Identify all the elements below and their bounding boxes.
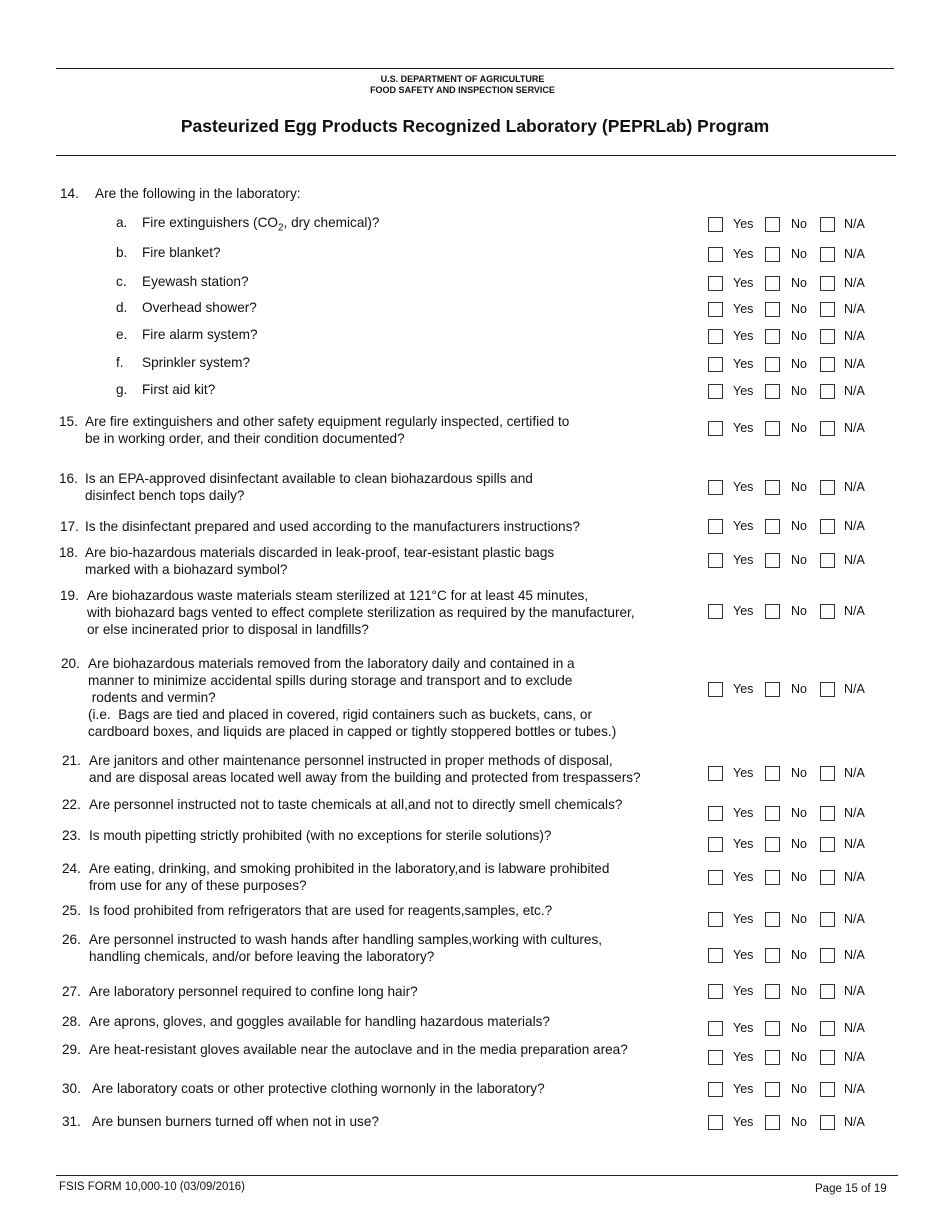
question-18-no-checkbox[interactable] [765, 553, 780, 568]
question-20-text-line: cardboard boxes, and liquids are placed in capped or tightly stoppered bottles or tubes.) [88, 724, 617, 739]
question-19-text-line: or else incinerated prior to disposal in landfills? [87, 622, 369, 637]
question-19-no-checkbox[interactable] [765, 604, 780, 619]
question-26-number: 26. [62, 932, 81, 947]
question-22-yes-label: Yes [733, 806, 754, 820]
question-25-no-label: No [791, 912, 807, 926]
question-19-na-label: N/A [844, 604, 865, 618]
question-21-yes-label: Yes [733, 766, 754, 780]
question-21-na-checkbox[interactable] [820, 766, 835, 781]
question-29-text-line: Are heat-resistant gloves available near the autoclave and in the media preparation area? [89, 1042, 628, 1057]
question-14d-yes-checkbox[interactable] [708, 302, 723, 317]
agency-name-line1: U.S. DEPARTMENT OF AGRICULTURE [380, 74, 545, 84]
question-22-no-checkbox[interactable] [765, 806, 780, 821]
subscript: 2 [277, 222, 284, 234]
question-14-item-letter: b. [116, 245, 128, 260]
question-24-na-checkbox[interactable] [820, 870, 835, 885]
question-29-na-checkbox[interactable] [820, 1050, 835, 1065]
question-14b-yes-checkbox[interactable] [708, 247, 723, 262]
question-16-na-label: N/A [844, 480, 865, 494]
question-25-no-checkbox[interactable] [765, 912, 780, 927]
question-30-na-label: N/A [844, 1082, 865, 1096]
question-19-number: 19. [60, 588, 79, 603]
question-14d-no-label: No [791, 302, 807, 316]
question-27-number: 27. [62, 984, 81, 999]
question-15-yes-label: Yes [733, 421, 754, 435]
question-14-item-text: Sprinkler system? [142, 355, 251, 370]
question-28-na-checkbox[interactable] [820, 1021, 835, 1036]
question-24-text-line: from use for any of these purposes? [89, 878, 307, 893]
footer-rule [56, 1175, 898, 1176]
question-24-number: 24. [62, 861, 81, 876]
question-29-no-checkbox[interactable] [765, 1050, 780, 1065]
question-21-text-line: Are janitors and other maintenance personnel instructed in proper methods of disposal, [89, 753, 613, 768]
question-27-na-label: N/A [844, 984, 865, 998]
question-26-text-line: Are personnel instructed to wash hands after handling samples,working with cultures, [89, 932, 603, 947]
question-28-na-label: N/A [844, 1021, 865, 1035]
question-31-no-label: No [791, 1115, 807, 1129]
question-27-no-checkbox[interactable] [765, 984, 780, 999]
question-28-yes-checkbox[interactable] [708, 1021, 723, 1036]
question-15-text-line: Are fire extinguishers and other safety equipment regularly inspected, certified to [85, 414, 570, 429]
question-17-yes-label: Yes [733, 519, 754, 533]
question-18-text-line: marked with a biohazard symbol? [85, 562, 288, 577]
question-14a-yes-label: Yes [733, 217, 754, 231]
question-15-na-checkbox[interactable] [820, 421, 835, 436]
question-14g-no-label: No [791, 384, 807, 398]
question-14a-yes-checkbox[interactable] [708, 217, 723, 232]
question-24-no-checkbox[interactable] [765, 870, 780, 885]
question-14-number: 14. [60, 186, 79, 201]
question-22-no-label: No [791, 806, 807, 820]
question-27-no-label: No [791, 984, 807, 998]
question-31-na-checkbox[interactable] [820, 1115, 835, 1130]
question-14a-na-label: N/A [844, 217, 865, 231]
question-20-text-line: (i.e. Bags are tied and placed in covered, rigid containers such as buckets, cans, or [88, 707, 592, 722]
question-14a-na-checkbox[interactable] [820, 217, 835, 232]
question-28-no-checkbox[interactable] [765, 1021, 780, 1036]
question-25-yes-label: Yes [733, 912, 754, 926]
question-19-na-checkbox[interactable] [820, 604, 835, 619]
question-14-item-letter: g. [116, 382, 128, 397]
question-14b-no-checkbox[interactable] [765, 247, 780, 262]
top-rule [56, 68, 894, 69]
question-24-no-label: No [791, 870, 807, 884]
question-22-number: 22. [62, 797, 81, 812]
question-14c-no-checkbox[interactable] [765, 276, 780, 291]
question-24-yes-checkbox[interactable] [708, 870, 723, 885]
question-14g-yes-label: Yes [733, 384, 754, 398]
question-31-yes-checkbox[interactable] [708, 1115, 723, 1130]
question-19-text-line: with biohazard bags vented to effect complete sterilization as required by the manufacturer, [87, 605, 635, 620]
question-14b-na-checkbox[interactable] [820, 247, 835, 262]
question-14d-na-label: N/A [844, 302, 865, 316]
question-14g-yes-checkbox[interactable] [708, 384, 723, 399]
question-14-item-text: Fire blanket? [142, 245, 221, 260]
question-19-text-line: Are biohazardous waste materials steam sterilized at 121°C for at least 45 minutes, [87, 588, 589, 603]
question-14a-no-label: No [791, 217, 807, 231]
question-14g-no-checkbox[interactable] [765, 384, 780, 399]
question-16-na-checkbox[interactable] [820, 480, 835, 495]
question-26-no-label: No [791, 948, 807, 962]
question-14g-na-checkbox[interactable] [820, 384, 835, 399]
question-26-text-line: handling chemicals, and/or before leaving the laboratory? [89, 949, 435, 964]
question-14f-no-checkbox[interactable] [765, 357, 780, 372]
question-21-number: 21. [62, 753, 81, 768]
question-30-yes-label: Yes [733, 1082, 754, 1096]
question-23-yes-label: Yes [733, 837, 754, 851]
question-14c-yes-checkbox[interactable] [708, 276, 723, 291]
question-22-na-checkbox[interactable] [820, 806, 835, 821]
question-27-text-line: Are laboratory personnel required to confine long hair? [89, 984, 418, 999]
question-14f-yes-label: Yes [733, 357, 754, 371]
item-text-part: Fire extinguishers (CO [142, 215, 278, 230]
question-28-no-label: No [791, 1021, 807, 1035]
question-15-text-line: be in working order, and their condition documented? [85, 431, 405, 446]
question-29-no-label: No [791, 1050, 807, 1064]
question-14b-yes-label: Yes [733, 247, 754, 261]
question-27-yes-label: Yes [733, 984, 754, 998]
question-14f-na-label: N/A [844, 357, 865, 371]
question-22-na-label: N/A [844, 806, 865, 820]
question-15-yes-checkbox[interactable] [708, 421, 723, 436]
question-20-no-checkbox[interactable] [765, 682, 780, 697]
question-23-no-label: No [791, 837, 807, 851]
question-31-no-checkbox[interactable] [765, 1115, 780, 1130]
question-26-na-checkbox[interactable] [820, 948, 835, 963]
question-20-na-checkbox[interactable] [820, 682, 835, 697]
page-title: Pasteurized Egg Products Recognized Laboratory (PEPRLab) Program [180, 116, 770, 136]
question-17-yes-checkbox[interactable] [708, 519, 723, 534]
question-16-text-line: Is an EPA-approved disinfectant available to clean biohazardous spills and [85, 471, 533, 486]
question-29-yes-label: Yes [733, 1050, 754, 1064]
question-15-number: 15. [59, 414, 78, 429]
question-17-number: 17. [60, 519, 79, 534]
question-14e-na-checkbox[interactable] [820, 329, 835, 344]
question-17-na-label: N/A [844, 519, 865, 533]
question-14d-na-checkbox[interactable] [820, 302, 835, 317]
question-28-number: 28. [62, 1014, 81, 1029]
question-18-text-line: Are bio-hazardous materials discarded in leak-proof, tear-esistant plastic bags [85, 545, 555, 560]
question-14-item-letter: c. [116, 274, 127, 289]
question-14c-yes-label: Yes [733, 276, 754, 290]
question-16-no-checkbox[interactable] [765, 480, 780, 495]
question-27-yes-checkbox[interactable] [708, 984, 723, 999]
question-22-yes-checkbox[interactable] [708, 806, 723, 821]
question-20-text-line: rodents and vermin? [88, 690, 216, 705]
question-26-yes-label: Yes [733, 948, 754, 962]
question-28-yes-label: Yes [733, 1021, 754, 1035]
question-23-na-label: N/A [844, 837, 865, 851]
question-31-yes-label: Yes [733, 1115, 754, 1129]
question-14f-na-checkbox[interactable] [820, 357, 835, 372]
question-21-no-checkbox[interactable] [765, 766, 780, 781]
question-26-na-label: N/A [844, 948, 865, 962]
question-22-text-line: Are personnel instructed not to taste chemicals at all,and not to directly smell chemicals? [89, 797, 623, 812]
question-21-text-line: and are disposal areas located well away from the building and protected from trespassers? [89, 770, 641, 785]
question-31-na-label: N/A [844, 1115, 865, 1129]
question-30-na-checkbox[interactable] [820, 1082, 835, 1097]
question-18-no-label: No [791, 553, 807, 567]
question-30-no-label: No [791, 1082, 807, 1096]
question-14c-no-label: No [791, 276, 807, 290]
question-23-number: 23. [62, 828, 81, 843]
question-30-text-line: Are laboratory coats or other protective clothing wornonly in the laboratory? [89, 1081, 545, 1096]
question-16-number: 16. [59, 471, 78, 486]
question-14-item-letter: e. [116, 327, 128, 342]
question-18-yes-label: Yes [733, 553, 754, 567]
question-20-number: 20. [61, 656, 80, 671]
question-14f-no-label: No [791, 357, 807, 371]
question-24-yes-label: Yes [733, 870, 754, 884]
question-24-text-line: Are eating, drinking, and smoking prohibited in the laboratory,and is labware prohibited [89, 861, 610, 876]
question-26-no-checkbox[interactable] [765, 948, 780, 963]
question-16-yes-label: Yes [733, 480, 754, 494]
question-16-text-line: disinfect bench tops daily? [85, 488, 245, 503]
question-30-no-checkbox[interactable] [765, 1082, 780, 1097]
question-29-yes-checkbox[interactable] [708, 1050, 723, 1065]
question-26-yes-checkbox[interactable] [708, 948, 723, 963]
question-30-number: 30. [62, 1081, 81, 1096]
question-23-no-checkbox[interactable] [765, 837, 780, 852]
question-30-yes-checkbox[interactable] [708, 1082, 723, 1097]
question-18-yes-checkbox[interactable] [708, 553, 723, 568]
question-20-yes-checkbox[interactable] [708, 682, 723, 697]
question-27-na-checkbox[interactable] [820, 984, 835, 999]
question-31-number: 31. [62, 1114, 81, 1129]
question-23-yes-checkbox[interactable] [708, 837, 723, 852]
question-14-item-text [142, 214, 380, 237]
question-14e-no-label: No [791, 329, 807, 343]
page-number: Page 15 of 19 [815, 1183, 887, 1195]
question-14f-yes-checkbox[interactable] [708, 357, 723, 372]
question-25-na-label: N/A [844, 912, 865, 926]
question-20-yes-label: Yes [733, 682, 754, 696]
question-15-na-label: N/A [844, 421, 865, 435]
question-16-yes-checkbox[interactable] [708, 480, 723, 495]
question-21-no-label: No [791, 766, 807, 780]
question-23-text-line: Is mouth pipetting strictly prohibited (with no exceptions for sterile solutions)? [89, 828, 552, 843]
question-14e-no-checkbox[interactable] [765, 329, 780, 344]
question-18-na-label: N/A [844, 553, 865, 567]
question-14g-na-label: N/A [844, 384, 865, 398]
question-14d-yes-label: Yes [733, 302, 754, 316]
question-25-text-line: Is food prohibited from refrigerators that are used for reagents,samples, etc.? [89, 903, 553, 918]
question-14c-na-checkbox[interactable] [820, 276, 835, 291]
question-29-na-label: N/A [844, 1050, 865, 1064]
question-14c-na-label: N/A [844, 276, 865, 290]
question-21-yes-checkbox[interactable] [708, 766, 723, 781]
question-25-number: 25. [62, 903, 81, 918]
question-17-na-checkbox[interactable] [820, 519, 835, 534]
question-17-no-label: No [791, 519, 807, 533]
question-14-item-letter: a. [116, 215, 128, 230]
question-14-item-letter: f. [116, 355, 124, 370]
question-25-yes-checkbox[interactable] [708, 912, 723, 927]
item-text-part: , dry chemical)? [283, 215, 380, 230]
question-21-na-label: N/A [844, 766, 865, 780]
question-14b-na-label: N/A [844, 247, 865, 261]
question-14d-no-checkbox[interactable] [765, 302, 780, 317]
question-14e-yes-label: Yes [733, 329, 754, 343]
question-20-na-label: N/A [844, 682, 865, 696]
question-28-text-line: Are aprons, gloves, and goggles available for handling hazardous materials? [89, 1014, 550, 1029]
question-14-item-letter: d. [116, 300, 128, 315]
question-25-na-checkbox[interactable] [820, 912, 835, 927]
question-20-no-label: No [791, 682, 807, 696]
question-14-text: Are the following in the laboratory: [95, 186, 301, 201]
question-18-number: 18. [59, 545, 78, 560]
form-number: FSIS FORM 10,000-10 (03/09/2016) [59, 1181, 246, 1193]
question-14-item-text: Fire alarm system? [142, 327, 258, 342]
question-16-no-label: No [791, 480, 807, 494]
question-19-yes-label: Yes [733, 604, 754, 618]
question-15-no-checkbox[interactable] [765, 421, 780, 436]
question-14a-no-checkbox[interactable] [765, 217, 780, 232]
question-14-item-text: First aid kit? [142, 382, 216, 397]
question-19-yes-checkbox[interactable] [708, 604, 723, 619]
question-19-no-label: No [791, 604, 807, 618]
question-14-item-text: Overhead shower? [142, 300, 257, 315]
agency-name-line2: FOOD SAFETY AND INSPECTION SERVICE [370, 85, 555, 95]
header-bottom-rule [56, 155, 896, 156]
question-20-text-line: Are biohazardous materials removed from the laboratory daily and contained in a [88, 656, 575, 671]
question-29-number: 29. [62, 1042, 81, 1057]
question-31-text-line: Are bunsen burners turned off when not in use? [89, 1114, 379, 1129]
question-23-na-checkbox[interactable] [820, 837, 835, 852]
question-14b-no-label: No [791, 247, 807, 261]
question-15-no-label: No [791, 421, 807, 435]
question-20-text-line: manner to minimize accidental spills during storage and transport and to exclude [88, 673, 573, 688]
question-24-na-label: N/A [844, 870, 865, 884]
question-18-na-checkbox[interactable] [820, 553, 835, 568]
question-17-no-checkbox[interactable] [765, 519, 780, 534]
question-17-text-line: Is the disinfectant prepared and used according to the manufacturers instructions? [85, 519, 580, 534]
question-14e-na-label: N/A [844, 329, 865, 343]
question-14-item-text: Eyewash station? [142, 274, 249, 289]
question-14e-yes-checkbox[interactable] [708, 329, 723, 344]
